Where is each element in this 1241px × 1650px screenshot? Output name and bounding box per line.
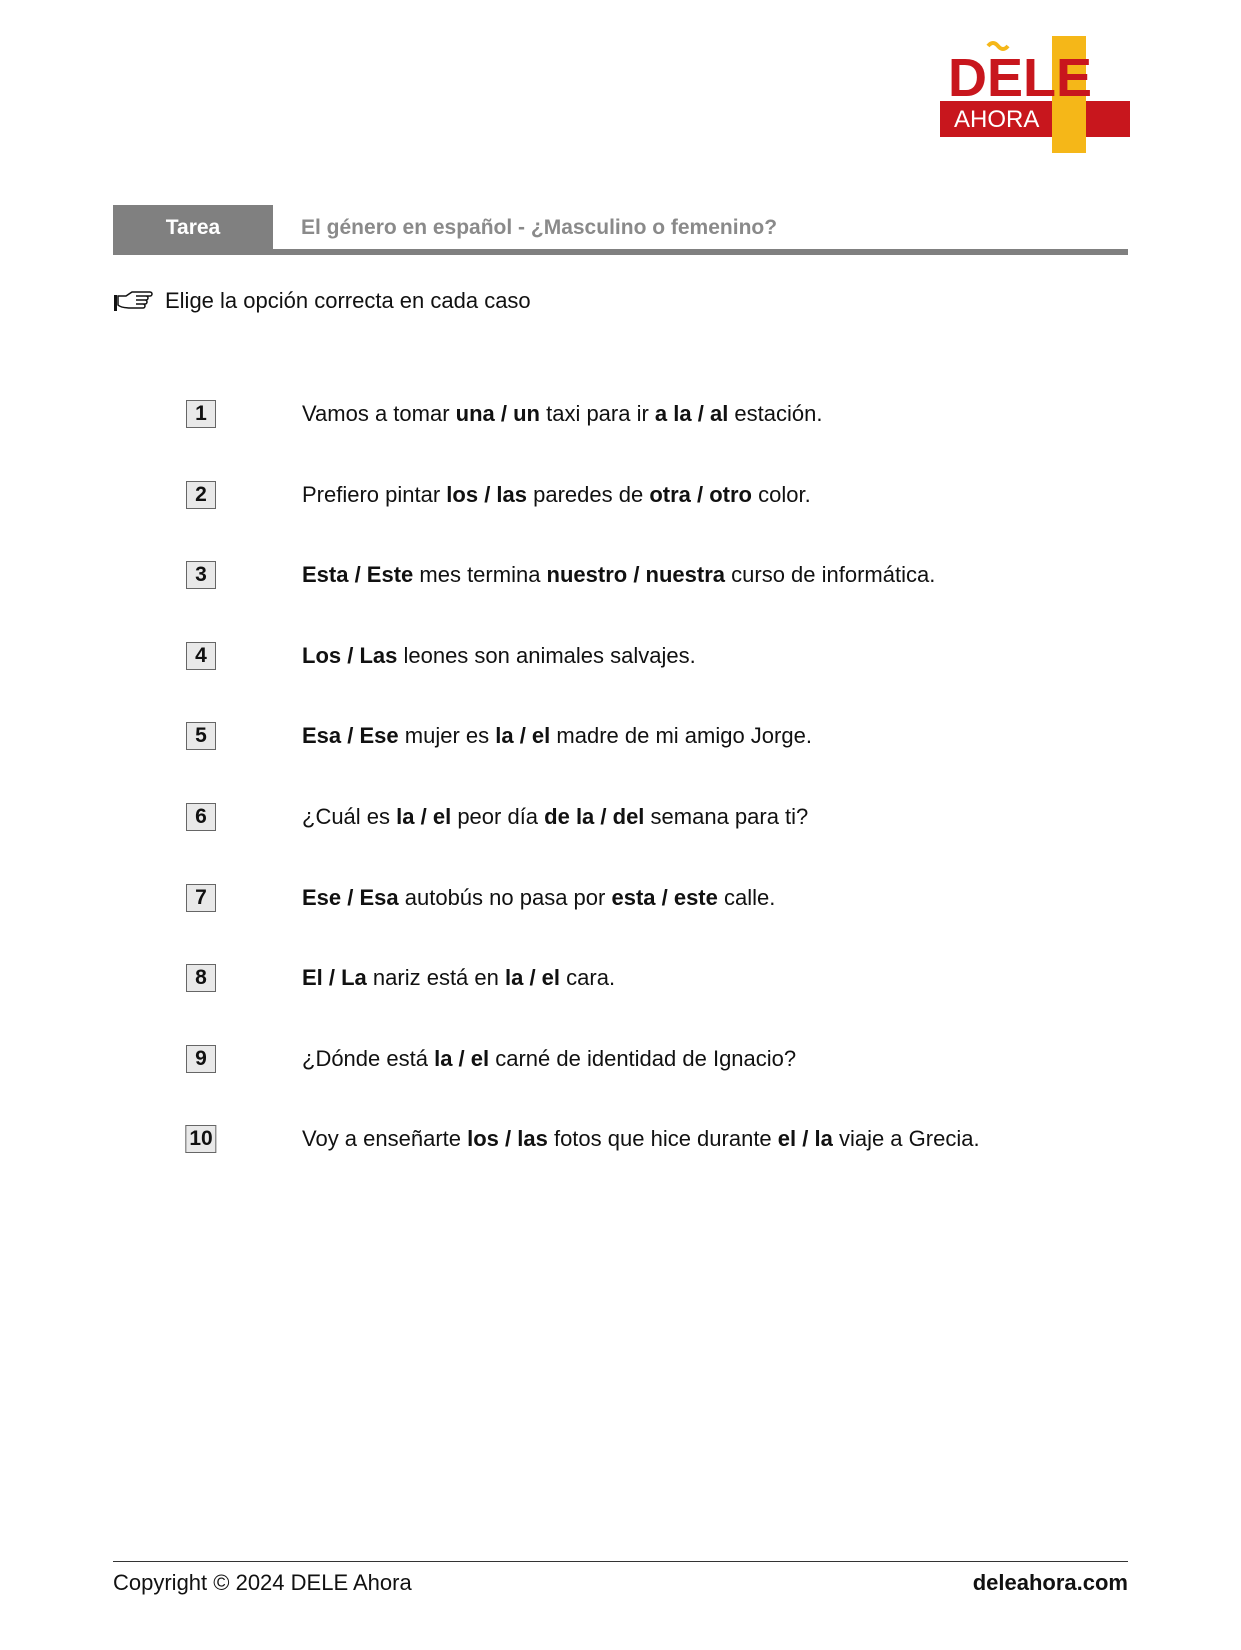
item-number-box: 6 [186,803,216,831]
sentence-fragment: fotos que hice durante [547,1126,778,1152]
sentence-fragment: ¿Cuál es [302,804,397,829]
sentence-fragment: leones son animales salvajes. [397,642,696,668]
answer-options[interactable]: la / el [504,965,561,991]
pointing-hand-icon [113,288,153,314]
task-header [113,205,1128,255]
item-number-box: 2 [186,481,216,509]
exercise-item [0,797,1241,837]
sentence-fragment: madre de mi amigo Jorge. [550,723,812,749]
answer-options[interactable]: Esta / Este [302,562,414,588]
sentence-fragment: mes termina [413,562,547,588]
item-sentence [302,562,935,588]
sentence-fragment: peor día [451,804,545,829]
sentence-fragment: ¿Dónde está [302,1045,435,1071]
sentence-fragment: cara. [560,965,616,991]
answer-options[interactable]: a la / al [654,401,729,426]
header-rule [113,249,1128,255]
item-number-box: 8 [186,964,216,992]
exercise-item [0,394,1241,434]
item-sentence [302,401,822,427]
answer-options[interactable]: la / el [396,804,452,829]
exercise-item [0,1039,1241,1079]
answer-options[interactable]: los / las [446,481,528,507]
answer-options[interactable]: el / la [777,1126,833,1152]
item-sentence [302,643,696,669]
dele-ahora-logo [940,36,1130,156]
footer-site-link[interactable]: deleahora.com [972,1570,1128,1595]
item-sentence [302,1126,980,1152]
answer-options[interactable]: Ese / Esa [302,884,399,910]
task-label: Tarea [113,205,273,250]
instruction [113,283,531,319]
item-number-box: 7 [186,884,216,912]
answer-options[interactable]: los / las [467,1126,548,1152]
footer-rule [113,1561,1128,1562]
exercise-item [0,475,1241,515]
answer-options[interactable]: Los / Las [302,642,398,668]
exercise-item [0,636,1241,676]
sentence-fragment: color. [752,481,811,507]
sentence-fragment: Prefiero pintar [302,481,447,507]
instruction-text: Elige la opción correcta en cada caso [165,288,531,313]
exercise-item [0,716,1241,756]
sentence-fragment: paredes de [527,481,650,507]
sentence-fragment: curso de informática. [725,562,936,588]
exercise-item [0,958,1241,998]
item-sentence [302,1046,796,1072]
item-number-box: 4 [186,642,216,670]
answer-options[interactable]: la / el [434,1045,490,1071]
logo-text-sub: AHORA [954,106,1040,133]
answer-options[interactable]: otra / otro [649,481,752,507]
item-sentence [302,965,615,991]
item-sentence [302,804,808,830]
sentence-fragment: Voy a enseñarte [302,1126,468,1152]
sentence-fragment: autobús no pasa por [398,884,612,910]
task-title: El género en español - ¿Masculino o femenino? [301,215,778,239]
item-number-box: 9 [186,1045,216,1073]
answer-options[interactable]: de la / del [544,804,645,829]
sentence-fragment: Vamos a tomar [302,401,456,426]
sentence-fragment: viaje a Grecia. [832,1126,980,1152]
item-number-box: 5 [186,722,216,750]
item-sentence [302,723,812,749]
sentence-fragment: semana para ti? [644,804,809,829]
exercise-item [0,555,1241,595]
answer-options[interactable]: una / un [455,401,540,426]
answer-options[interactable]: la / el [495,723,551,749]
sentence-fragment: taxi para ir [539,401,655,426]
exercise-item [0,1119,1241,1159]
sentence-fragment: estación. [728,401,823,426]
sentence-fragment: nariz está en [366,965,505,991]
answer-options[interactable]: nuestro / nuestra [546,562,726,588]
item-number-box: 1 [186,400,216,428]
item-number-box: 3 [186,561,216,589]
exercise-item [0,878,1241,918]
answer-options[interactable]: Esa / Ese [302,723,399,749]
item-number-box: 10 [185,1125,216,1153]
sentence-fragment: calle. [717,884,776,910]
item-sentence [302,482,811,508]
item-sentence [302,885,775,911]
sentence-fragment: mujer es [398,723,496,749]
answer-options[interactable]: esta / este [611,884,718,910]
logo-text-main: DELE [948,48,1093,108]
footer-copyright: Copyright © 2024 DELE Ahora [113,1570,412,1595]
sentence-fragment: carné de identidad de Ignacio? [489,1045,797,1071]
answer-options[interactable]: El / La [302,965,367,991]
